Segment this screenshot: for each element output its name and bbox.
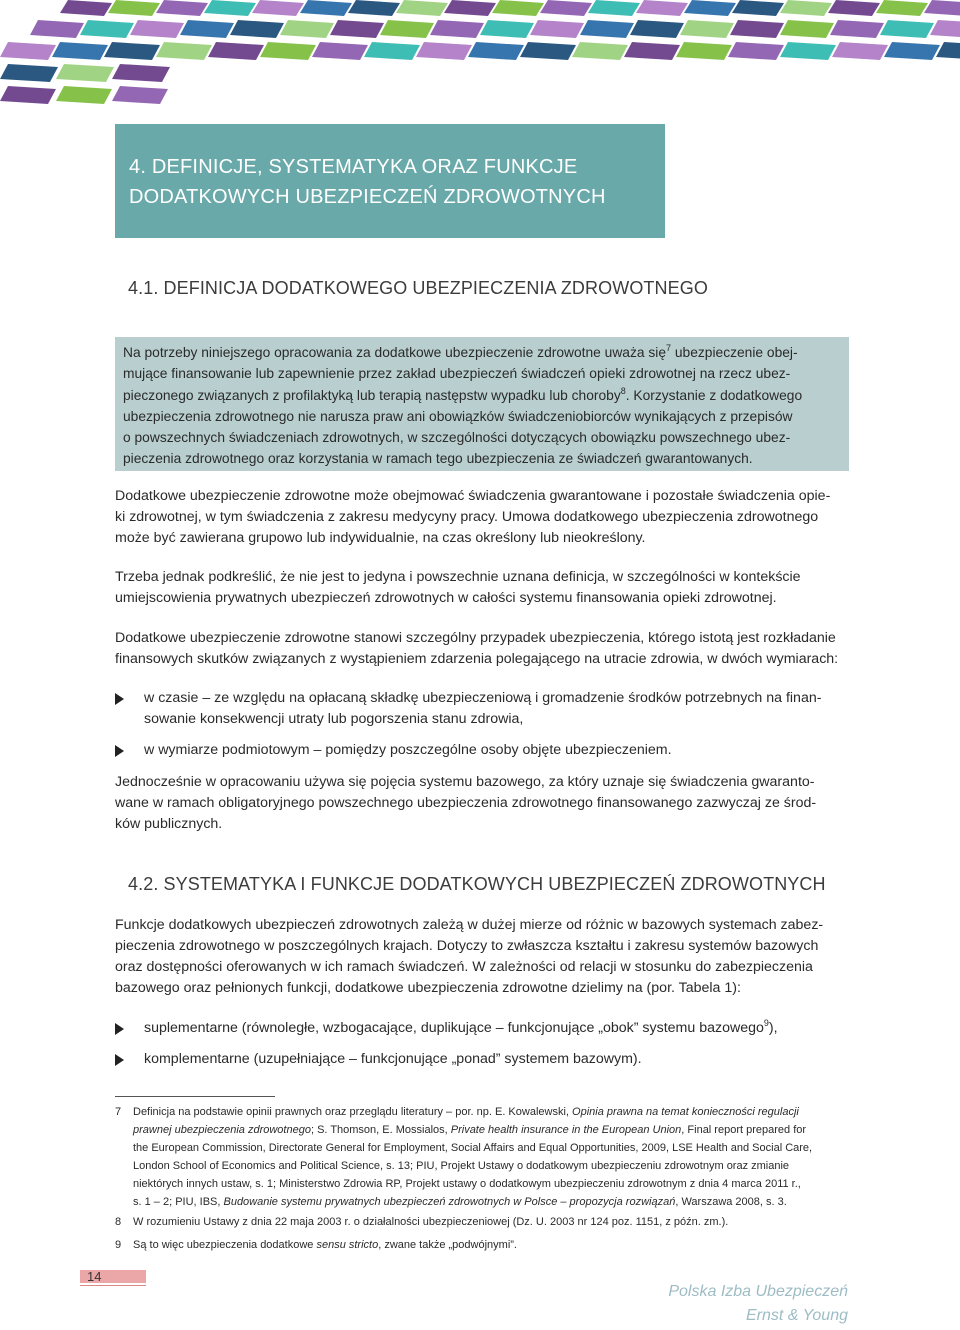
decorative-tile [60,0,112,16]
decorative-tile [530,20,584,38]
definition-line: mujące finansowanie lub zapewnienie przez zakład ubezpieczeń świadczeń opieki zdrowotnej na rzecz ubez- [123,366,791,382]
decorative-tile [364,42,420,60]
decorative-tile [52,42,108,60]
definition-box [115,337,849,471]
decorative-tile [832,42,888,60]
decorative-tile [572,42,628,60]
decorative-tile [730,20,784,38]
decorative-tile [684,0,736,16]
decorative-tile [300,0,352,16]
definition-line: Na potrzeby niniejszego opracowania za dodatkowe ubezpieczenie zdrowotne uważa się$^7$ ubezpieczenie obej- [123,343,798,360]
decorative-tile [30,20,84,38]
decorative-tile [780,20,834,38]
decorative-tile [56,64,114,82]
section-heading-4-2: 4.2. SYSTEMATYKA I FUNKCJE DODATKOWYCH UBEZPIECZEŃ ZDROWOTNYCH [128,874,826,894]
decorative-tile [112,64,170,82]
decorative-tile [348,0,400,16]
decorative-tile [780,42,836,60]
paragraph-functions: Funkcje dodatkowych ubezpieczeń zdrowotnych zależą w dużej mierze od różnic w bazowych systemach zabez- pieczenia zdrowotnego w poszczególnych krajach. Dotyczy to zwłaszcza kształtu i zakresu systemów bazowych oraz dostępności oferowanych w ich ramach świadczeń. W zależności od relacji w stosunku do zabezpieczenia bazowego oraz pełnionych funkcji, dodatkowe ubezpieczenia zdrowotne dzielimy na (por. Tabela 1): [115,917,824,996]
decorative-tile [156,42,212,60]
decorative-tile [112,86,168,104]
paragraph-base-system: Jednocześnie w opracowaniu używa się pojęcia systemu bazowego, za który uznaje się świadczenia gwaranto- wane w ramach obligatoryjnego powszechnego ubezpieczenia zdrowotnego finansowanego zazwyczaj ze środ- ków publicznych. [115,774,817,832]
definition-line: pieczonego związanych z profilaktyką lub terapią następstw wypadku lub choroby$^8$. Korzystanie z dodatkowego [123,385,803,403]
decorative-tile [104,42,160,60]
decorative-tile [540,0,592,16]
footnote-separator [115,1096,275,1097]
decorative-tile [204,0,256,16]
decorative-tile [130,20,184,38]
decorative-tile [830,20,884,38]
decorative-tile [312,42,368,60]
decorative-tile [636,0,688,16]
decorative-tile [180,20,234,38]
decorative-tile [468,42,524,60]
definition-line: pieczenia zdrowotnego oraz korzystania w ramach tego ubezpieczenia ze świadczeń gwarantowanych. [123,451,753,467]
definition-line: o powszechnych świadczeniach zdrowotnych, w szczególności dotyczących obowiązku powszechnego ubez- [123,430,791,446]
decorative-tile [0,86,56,104]
footnote-ref-9: 9 [763,1018,769,1028]
footnote-ref-8: 8 [620,385,626,396]
decorative-tile [580,20,634,38]
page-number-rule [80,1285,146,1286]
decorative-tile [80,20,134,38]
decorative-tile [252,0,304,16]
footer-brand-line1: Polska Izba Ubezpieczeń [668,1283,848,1300]
decorative-tile [260,42,316,60]
decorative-tile [396,0,448,16]
decorative-tile [230,20,284,38]
decorative-tile [0,64,58,82]
decorative-tile [936,42,960,60]
footnote-number: 8 [115,1216,122,1228]
decorative-tile [728,42,784,60]
decorative-tile [208,42,264,60]
decorative-tile [492,0,544,16]
decorative-tile [876,0,928,16]
decorative-tile [0,42,56,60]
decorative-tile [588,0,640,16]
decorative-tile [624,42,680,60]
decorative-tile [732,0,784,16]
footnote-number: 7 [115,1106,122,1118]
decorative-tile [828,0,880,16]
decorative-tile [280,20,334,38]
footnote-number: 9 [115,1239,122,1251]
footnote-ref-7: 7 [666,343,672,353]
section-heading-4-1: 4.1. DEFINICJA DODATKOWEGO UBEZPIECZENIA ZDROWOTNEGO [128,278,708,298]
paragraph-additional-coverage: Dodatkowe ubezpieczenie zdrowotne może obejmować świadczenia gwarantowane i pozostałe świadczenia opie- ki zdrowotnej, w tym świadczenia z zakresu medycyny pracy. Umowa dodatkowego ubezpieczenia zdrowotnego może być zawierana grupowo lub indywidualnie, na czas określony lub nieokreślony. [115,488,831,546]
chapter-title-line2: DODATKOWYCH UBEZPIECZEŃ ZDROWOTNYCH [129,186,606,208]
decorative-tile [416,42,472,60]
decorative-tile [480,20,534,38]
paragraph-definition-note: Trzeba jednak podkreślić, że nie jest to jedyna i powszechnie uznana definicja, w szczególności w kontekście umiejscowienia prywatnych ubezpieczeń zdrowotnych w całości systemu finansowania opieki zdrowotnej. [115,569,801,606]
chapter-title-line1: 4. DEFINICJE, SYSTEMATYKA ORAZ FUNKCJE [129,156,578,178]
decorative-tile [444,0,496,16]
decorative-tile [56,86,112,104]
paragraph-special-case: Dodatkowe ubezpieczenie zdrowotne stanowi szczególny przypadek ubezpieczenia, którego istotą jest rozkładanie finansowych skutków związanych z wystąpieniem zdarzenia polegającego na utracie zdrowia, w dwóch wymiarach: [115,630,839,667]
decorative-tile [780,0,832,16]
decorative-tile [156,0,208,16]
page-number: 14 [80,1270,146,1283]
decorative-tile-pattern [0,0,960,120]
definition-line: ubezpieczenia zdrowotnego nie narusza praw ani obowiązków świadczeniobiorców wynikających z przepisów [123,408,793,424]
decorative-tile [930,20,960,38]
decorative-tile [430,20,484,38]
decorative-tile [884,42,940,60]
decorative-tile [380,20,434,38]
decorative-tile [520,42,576,60]
decorative-tile [880,20,934,38]
chapter-title-box [115,124,665,238]
decorative-tile [330,20,384,38]
footer-brand-line2: Ernst & Young [746,1307,848,1324]
decorative-tile [680,20,734,38]
decorative-tile [676,42,732,60]
decorative-tile [924,0,960,16]
bullet-triangle-icon [115,693,124,705]
bullet-triangle-icon [115,745,124,757]
bullet-triangle-icon [115,1023,124,1035]
decorative-tile [108,0,160,16]
bullet-triangle-icon [115,1054,124,1066]
decorative-tile [630,20,684,38]
